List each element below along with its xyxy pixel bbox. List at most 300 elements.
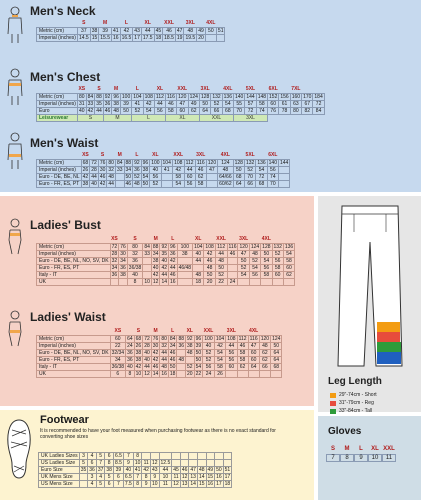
table-cell: 9 (123, 460, 133, 467)
leg-length-label: 29"-74cm - Short (339, 392, 377, 398)
table-cell: 80 (127, 243, 143, 250)
glove-size-value: 7 (326, 454, 340, 462)
gloves-title: Gloves (328, 426, 362, 437)
table-cell: 88 (152, 243, 159, 250)
size-label: XS (78, 86, 86, 93)
table-cell: 54 (214, 349, 225, 356)
table-cell: 46 (195, 166, 206, 173)
table-cell: 47 (176, 27, 183, 34)
table-cell: 3 (88, 474, 97, 481)
table-cell: 46 (169, 349, 176, 356)
size-header-row (37, 152, 290, 159)
table-cell: 36 (178, 342, 185, 349)
leisurewear-size: S (77, 114, 103, 121)
table-cell: 46 (165, 100, 176, 107)
table-cell: 18 (224, 481, 231, 487)
row-label: UK Mens Size (39, 474, 80, 481)
table-cell: 36 (89, 467, 95, 473)
table-cell (177, 349, 186, 356)
size-label (143, 86, 154, 93)
row-label: Euro - FR, ES, PT (37, 180, 82, 187)
ladies-waist-title: Ladies' Waist (30, 310, 106, 324)
table-cell: 46 (237, 342, 248, 349)
size-label: 6XL (268, 152, 278, 159)
table-cell: 68 (271, 363, 282, 370)
glove-size-label: L (359, 446, 363, 452)
table-cell: 42 (152, 271, 159, 278)
table-cell: 35 (161, 250, 167, 257)
gloves-size-labels (326, 446, 396, 452)
size-label: 4XL (249, 328, 259, 335)
table-cell: 54 (261, 257, 272, 264)
table-cell: 36 (111, 271, 118, 278)
mens-chest-title: Men's Chest (30, 70, 101, 84)
table-cell (205, 34, 216, 41)
table-row (37, 93, 325, 100)
size-label: XL (186, 328, 193, 335)
table-cell (161, 173, 172, 180)
table-cell: 6 (105, 453, 114, 460)
table-cell: 52 (211, 100, 222, 107)
table-cell: 124 (250, 243, 260, 250)
size-label (107, 152, 116, 159)
table-cell: 16 (170, 278, 176, 285)
table-cell: 12.5 (160, 460, 171, 466)
table-cell: 15 (198, 481, 205, 487)
table-row (39, 467, 232, 474)
table-cell: 54 (283, 250, 294, 257)
table-cell: 7 (123, 453, 133, 460)
gloves-panel (318, 416, 421, 500)
table-cell: 46 (99, 173, 106, 180)
table-cell: 8 (127, 278, 143, 285)
table-cell: 34 (110, 356, 126, 363)
table-cell: 42 (172, 166, 184, 173)
table-cell: 51 (224, 467, 231, 473)
table-cell (261, 278, 272, 285)
mens-neck-title: Men's Neck (30, 4, 96, 18)
table-cell: 100 (204, 335, 213, 342)
table-cell: 48 (259, 342, 270, 349)
table-cell: 12 (151, 460, 158, 466)
table-cell: 35 (96, 100, 102, 107)
table-cell: 68 (82, 159, 89, 166)
table-row (37, 173, 290, 180)
table-cell: 76 (152, 335, 159, 342)
table-cell: 28 (111, 250, 118, 257)
table-cell: 36 (127, 349, 133, 356)
table-cell: 19.5 (185, 34, 196, 41)
table-cell: 48 (113, 107, 119, 114)
table-cell: 6 (110, 370, 126, 377)
table-cell: 9 (142, 481, 151, 488)
size-label: 3XL (200, 86, 210, 93)
size-label (204, 236, 215, 243)
table-cell: 10 (134, 460, 141, 466)
table-cell: 36/38 (128, 264, 142, 271)
size-label (37, 86, 78, 93)
table-cell: 51 (217, 27, 224, 34)
table-row (37, 335, 282, 342)
table-cell: 50 (199, 100, 210, 107)
table-cell: 140 (235, 93, 244, 100)
table-cell: 76 (99, 159, 106, 166)
table-cell: 120 (260, 335, 270, 342)
color-swatch (330, 393, 336, 398)
table-cell: 156 (280, 93, 289, 100)
size-header-row (37, 236, 295, 243)
table-cell: 57 (245, 100, 256, 107)
table-cell: 56 (203, 363, 215, 370)
table-cell: 32 (108, 166, 114, 173)
size-label: XXL (173, 152, 184, 159)
gloves-size-values (326, 454, 396, 462)
size-label (103, 86, 112, 93)
size-label (206, 152, 217, 159)
table-cell: 14 (152, 370, 159, 377)
table-cell: 14 (198, 474, 205, 480)
table-cell (143, 264, 152, 271)
table-cell: 112 (155, 93, 164, 100)
table-cell: 50 (233, 166, 244, 173)
row-label: Euro Size (39, 467, 80, 474)
table-cell: 58 (195, 180, 206, 187)
table-cell (227, 271, 238, 278)
row-label: UK (37, 278, 111, 285)
table-cell: 74 (256, 107, 267, 114)
table-cell: 37 (97, 467, 104, 473)
table-cell: 38 (82, 180, 89, 187)
table-cell: 148 (257, 93, 267, 100)
table-cell: 46 (181, 467, 188, 473)
table-cell: 44 (161, 356, 167, 363)
table-cell (115, 173, 124, 180)
table-cell: 184 (314, 93, 323, 100)
row-label: Euro (37, 107, 78, 114)
table-cell: 6.5 (114, 453, 122, 459)
table-cell: 80 (290, 107, 301, 114)
table-cell: 108 (174, 159, 183, 166)
shoe-sole-icon (4, 418, 34, 480)
row-label: UK (37, 370, 111, 377)
table-cell: 39 (113, 467, 123, 474)
table-cell: 18.5 (164, 34, 174, 41)
jeans-leg-illustration (330, 202, 410, 370)
table-cell: 92 (134, 159, 140, 166)
leg-length-label: 33"-84cm - Tall (339, 408, 373, 414)
table-cell: 42 (143, 467, 149, 473)
table-cell: 24 (203, 370, 215, 377)
table-cell: 30 (152, 342, 159, 349)
table-cell: 39 (120, 100, 131, 107)
table-cell: 50 (204, 271, 215, 278)
table-cell: 56 (226, 356, 237, 363)
table-row (37, 342, 282, 349)
table-cell: 128 (234, 159, 243, 166)
table-cell: 8 (142, 474, 151, 481)
table-cell: 38 (187, 342, 193, 349)
table-cell: 43 (134, 27, 140, 34)
table-cell: 28 (144, 342, 150, 349)
table-cell: 80 (79, 93, 85, 100)
table-cell: 48 (184, 27, 197, 34)
table-cell: 44 (108, 180, 114, 187)
table-cell: 40 (123, 467, 133, 474)
table-cell: 46/48 (178, 264, 192, 271)
table-cell: 38 (91, 27, 98, 34)
leg-length-label: 31"-79cm - Reg (339, 400, 374, 406)
mens-chest-figure-icon (6, 68, 24, 106)
size-label: L (124, 20, 128, 27)
table-cell: 12 (152, 278, 159, 285)
table-cell: 52 (203, 356, 215, 363)
table-cell: 46 (169, 356, 176, 363)
table-cell (193, 264, 204, 271)
table-cell: 17 (134, 34, 140, 41)
table-cell: 38 (135, 349, 142, 356)
table-cell: 56 (272, 257, 283, 264)
table-cell (206, 453, 215, 460)
table-cell: 58 (214, 363, 225, 370)
table-cell: 26 (214, 370, 225, 377)
size-label: 4XL (261, 236, 271, 243)
table-row (39, 460, 232, 467)
row-label: Imperial (inches) (37, 342, 111, 349)
table-cell (143, 257, 152, 264)
table-cell: 36 (134, 166, 140, 173)
table-cell: 128 (262, 243, 271, 250)
table-cell: 60 (268, 100, 279, 107)
table-cell: 128 (200, 93, 210, 100)
ladies-bust-figure-icon (6, 218, 24, 256)
table-cell: 42 (87, 107, 94, 114)
table-cell (150, 453, 159, 460)
table-cell: 80 (108, 159, 114, 166)
size-label: S (82, 20, 86, 27)
leisurewear-row (37, 114, 325, 121)
size-label (141, 152, 150, 159)
row-label: Euro - FR, ES, PT (37, 356, 111, 363)
glove-size-label: M (344, 446, 350, 452)
size-header-row (37, 328, 282, 335)
table-cell: 64 (248, 363, 259, 370)
glove-size-value: 11 (382, 454, 396, 462)
table-cell: 54 (195, 363, 202, 370)
ladies-bust-table (36, 236, 295, 286)
table-cell: 84 (116, 159, 123, 166)
table-cell: 14 (161, 278, 167, 285)
table-cell: 112 (238, 335, 247, 342)
table-cell: 54 (249, 264, 260, 271)
table-cell (180, 460, 189, 467)
size-label (119, 236, 128, 243)
table-row (39, 481, 232, 488)
table-cell: 60 (248, 349, 259, 356)
table-cell (177, 363, 186, 370)
table-cell: 80 (161, 335, 167, 342)
table-cell: 52 (272, 250, 283, 257)
table-cell (283, 278, 294, 285)
table-cell (223, 453, 232, 460)
row-label: Metric (cm) (37, 335, 111, 342)
row-label: Euro - DE, BE, NL (37, 173, 82, 180)
table-row (39, 474, 232, 481)
table-cell: 100 (177, 243, 193, 250)
size-label (237, 328, 248, 335)
mens-neck-table (36, 20, 225, 42)
table-cell: 39 (195, 342, 202, 349)
table-cell (259, 370, 270, 377)
table-cell: 50 (142, 180, 149, 187)
table-cell: 11 (173, 474, 179, 480)
size-label (227, 236, 238, 243)
table-cell: 58 (256, 100, 267, 107)
table-cell: 88 (178, 335, 185, 342)
table-cell: 108 (227, 335, 236, 342)
table-cell: 18 (155, 34, 162, 41)
table-cell: 52 (150, 180, 161, 187)
table-cell: 6 (113, 474, 123, 481)
table-cell (197, 460, 206, 467)
table-cell: 8 (133, 481, 142, 488)
table-cell: 14.5 (78, 34, 89, 41)
size-label (256, 152, 267, 159)
footwear-title: Footwear (40, 414, 89, 426)
row-label: Metric (cm) (37, 243, 111, 250)
table-cell: 58 (237, 349, 248, 356)
leisurewear-size: L (132, 114, 166, 121)
table-cell (189, 460, 198, 467)
table-cell: 17.5 (142, 34, 153, 41)
table-cell: 41 (134, 467, 141, 473)
table-cell: 52 (238, 264, 249, 271)
footwear-table (38, 452, 232, 488)
row-label: Leisurewear (37, 114, 78, 121)
table-cell: 31 (79, 100, 85, 107)
table-cell: 15.5 (100, 34, 110, 41)
table-cell: 13 (190, 474, 196, 480)
table-cell: 48 (108, 173, 114, 180)
size-label (175, 20, 184, 27)
table-cell: 76 (268, 107, 279, 114)
size-label (90, 152, 99, 159)
table-cell: 116 (166, 93, 175, 100)
table-cell (79, 481, 88, 488)
table-cell: 58 (165, 107, 176, 114)
table-cell: 35 (80, 467, 87, 473)
leisurewear-size: M (103, 114, 131, 121)
size-label (234, 86, 245, 93)
size-label: M (114, 86, 119, 93)
size-label (160, 328, 169, 335)
size-label: L (135, 86, 139, 93)
table-cell: 84 (144, 243, 150, 250)
table-cell: 20 (204, 278, 215, 285)
table-cell: 42 (152, 356, 159, 363)
size-label (37, 328, 111, 335)
row-label: Euro - FR, ES, PT (37, 264, 111, 271)
table-row (37, 271, 295, 278)
table-cell: 58 (261, 271, 272, 278)
color-swatch (330, 401, 336, 406)
table-cell: 104 (194, 243, 203, 250)
leg-length-key (330, 392, 377, 398)
size-label: XL (195, 236, 202, 243)
table-cell: 42 (143, 100, 154, 107)
table-cell: 104 (133, 93, 142, 100)
table-cell: 32 (161, 342, 167, 349)
row-label: Imperial (inches) (37, 100, 78, 107)
glove-size-value: 9 (354, 454, 368, 462)
table-cell: 36 (170, 250, 176, 257)
table-cell: 88 (125, 159, 132, 166)
table-cell (227, 257, 238, 264)
table-cell (248, 370, 259, 377)
table-cell (226, 370, 237, 377)
size-label (124, 152, 133, 159)
table-cell: 36 (104, 100, 111, 107)
table-cell: 44 (215, 250, 227, 257)
table-cell: 82 (302, 107, 313, 114)
table-cell: 24 (227, 278, 238, 285)
color-swatch (330, 409, 336, 414)
table-cell: 60 (226, 363, 237, 370)
table-cell: 100 (151, 159, 160, 166)
table-cell: 100 (121, 93, 131, 100)
size-label (216, 20, 225, 27)
size-label: 3XL (196, 152, 206, 159)
size-label (133, 20, 142, 27)
table-cell: 132 (245, 159, 255, 166)
table-cell: 62 (195, 173, 206, 180)
table-cell: 5 (96, 453, 105, 460)
table-cell: 62 (259, 349, 270, 356)
size-label (126, 328, 135, 335)
row-label: Italy - IT (37, 271, 111, 278)
table-cell: 72 (91, 159, 97, 166)
mens-chest-table (36, 86, 325, 122)
table-cell: 48 (134, 180, 140, 187)
ladies-bust-title: Ladies' Bust (30, 218, 101, 232)
table-cell: 38 (152, 257, 159, 264)
table-cell: 140 (268, 159, 277, 166)
table-cell: 46 (125, 180, 132, 187)
table-cell: 124 (189, 93, 198, 100)
table-cell: 78 (279, 107, 290, 114)
table-cell: 68 (233, 173, 244, 180)
table-cell: 7 (133, 474, 142, 481)
table-cell: 34 (152, 250, 159, 257)
table-cell: 56 (249, 271, 260, 278)
table-cell: 40 (203, 342, 215, 349)
table-cell: 50 (195, 356, 202, 363)
table-cell: 48 (161, 363, 167, 370)
table-cell: 144 (246, 93, 255, 100)
table-cell: 136 (223, 93, 232, 100)
table-cell: 64/66 (219, 173, 232, 180)
ladies-waist-table (36, 328, 282, 378)
glove-size-value: 8 (340, 454, 354, 462)
glove-size-value: 10 (368, 454, 382, 462)
table-cell (115, 180, 124, 187)
size-label (143, 328, 152, 335)
size-label (160, 236, 169, 243)
table-cell: 52 (187, 363, 193, 370)
table-cell: 45 (173, 467, 179, 473)
table-cell: 40 (144, 349, 150, 356)
table-cell: 44 (159, 467, 172, 474)
table-cell: 55 (234, 100, 245, 107)
